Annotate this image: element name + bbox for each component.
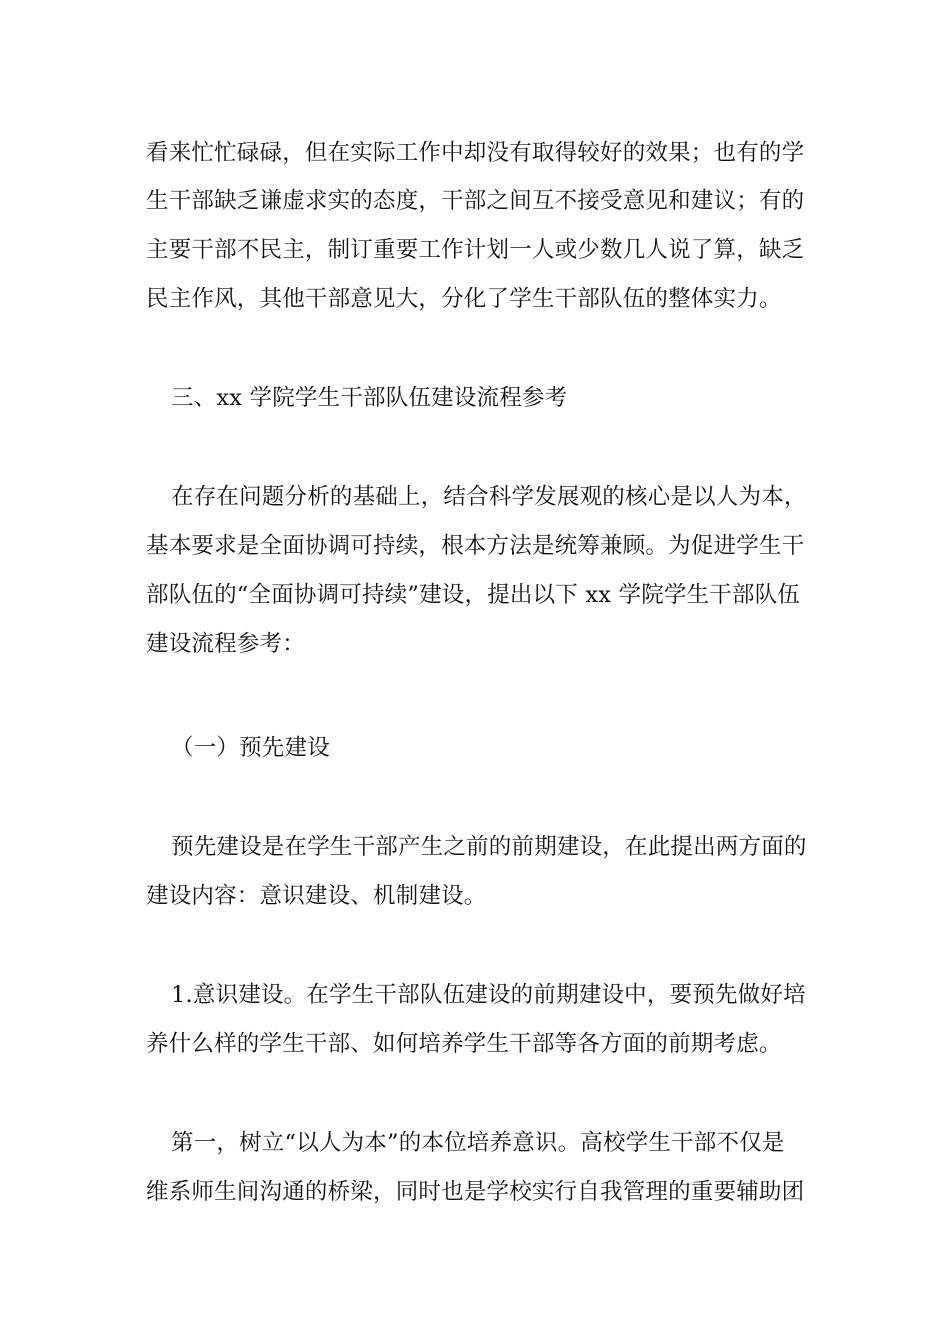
paragraph-line: 主要干部不民主，制订重要工作计划一人或少数几人说了算，缺乏 xyxy=(146,237,805,263)
paragraph-line: 生干部缺乏谦虚求实的态度，干部之间互不接受意见和建议；有的 xyxy=(146,188,805,214)
subsection-heading: （一）预先建设 xyxy=(171,735,330,761)
paragraph-line: 预先建设是在学生干部产生之前的前期建设，在此提出两方面的 xyxy=(171,834,807,860)
paragraph-line: 部队伍的“全面协调可持续”建设，提出以下 xx 学院学生干部队伍 xyxy=(146,582,801,608)
paragraph-line: 民主作风，其他干部意见大，分化了学生干部队伍的整体实力。 xyxy=(146,286,782,312)
paragraph-line: 看来忙忙碌碌，但在实际工作中却没有取得较好的效果；也有的学 xyxy=(146,140,805,166)
paragraph-line: 建设流程参考： xyxy=(146,631,305,657)
paragraph-line: 1.意识建设。在学生干部队伍建设的前期建设中，要预先做好培 xyxy=(171,982,806,1008)
paragraph-line: 建设内容：意识建设、机制建设。 xyxy=(146,883,487,909)
paragraph-line: 基本要求是全面协调可持续，根本方法是统筹兼顾。为促进学生干 xyxy=(146,533,805,559)
paragraph-line: 在存在问题分析的基础上，结合科学发展观的核心是以人为本， xyxy=(171,484,807,510)
paragraph-line: 维系师生间沟通的桥梁，同时也是学校实行自我管理的重要辅助团 xyxy=(146,1179,805,1205)
paragraph-line: 养什么样的学生干部、如何培养学生干部等各方面的前期考虑。 xyxy=(146,1031,782,1057)
paragraph-line: 第一，树立“以人为本”的本位培养意识。高校学生干部不仅是 xyxy=(171,1130,785,1156)
section-heading: 三、xx 学院学生干部队伍建设流程参考 xyxy=(171,385,568,411)
